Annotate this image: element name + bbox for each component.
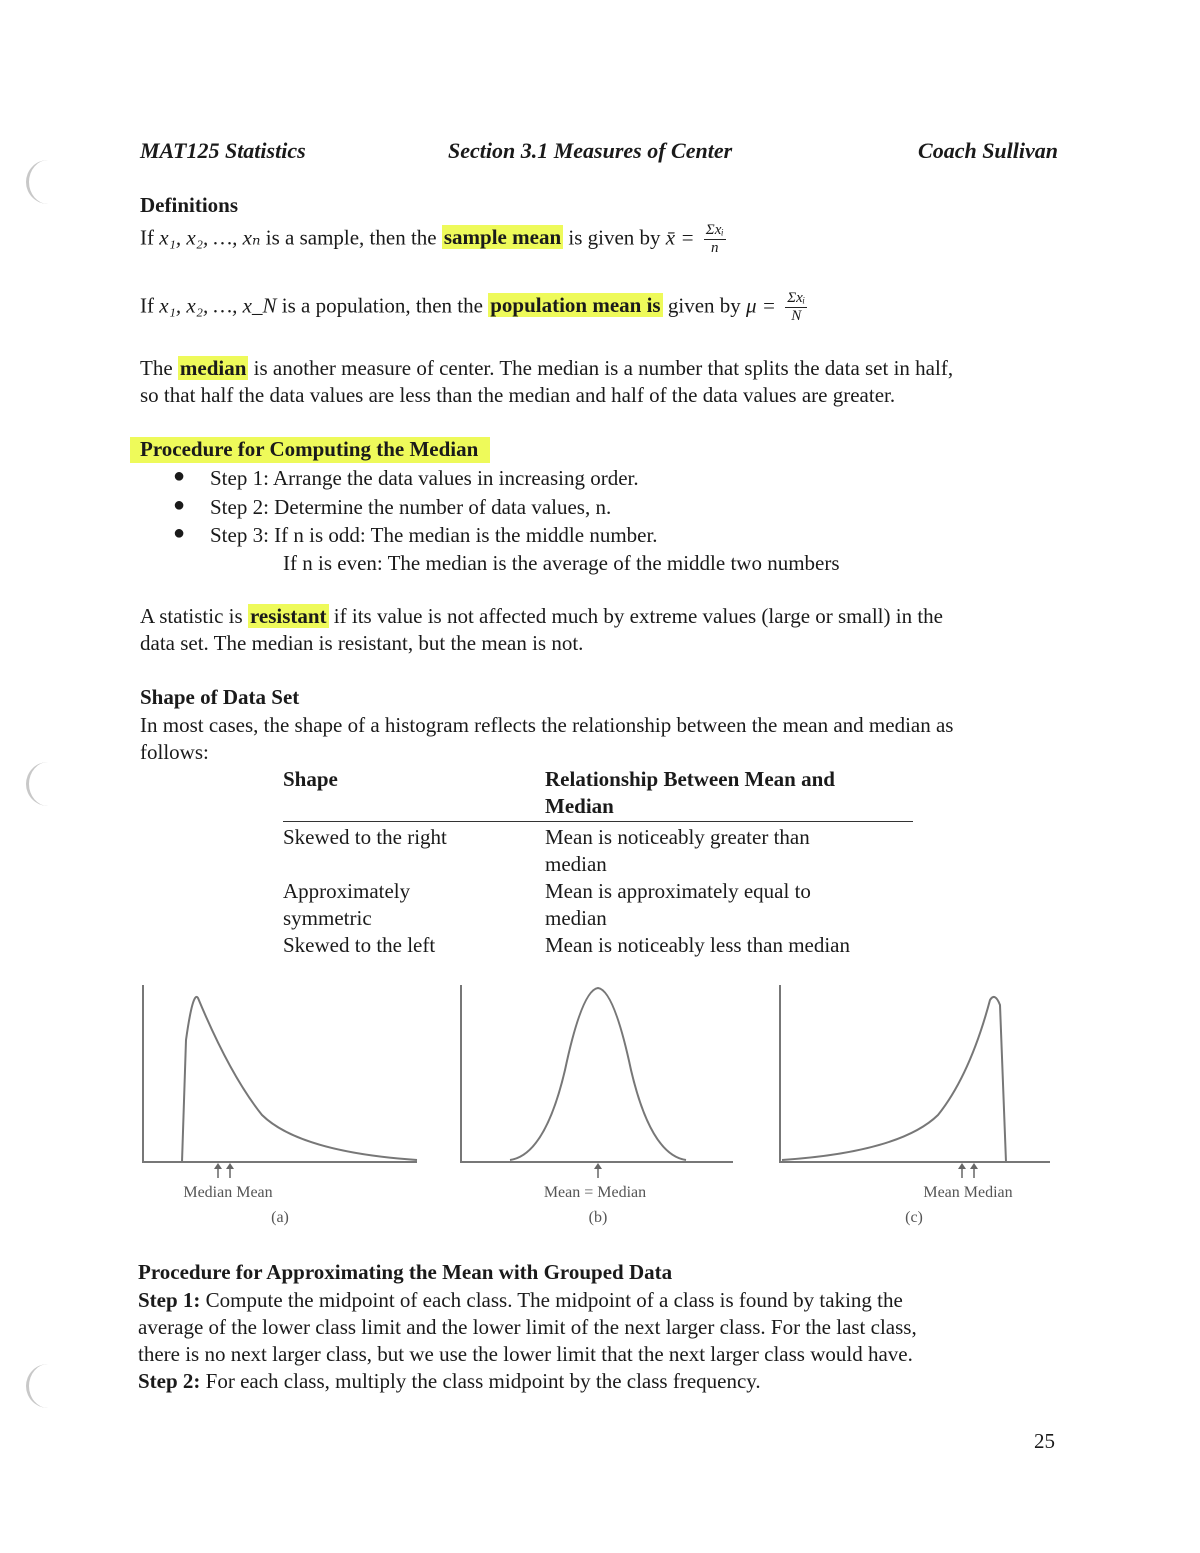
grouped-steps: Step 1: Compute the midpoint of each class. The midpoint of a class is found by taking the average of the lower class limit and the lower limit of the next larger class. For the last class, there is no next larger class, but we use the lower limit that the next larger class would have. Step 2: For each class, multiply the class midpoint by the class frequency. [138, 1288, 917, 1393]
figure-c-curve [782, 997, 1006, 1162]
population-mean-fraction: $\frac{\text{Σxᵢ}}{N}$ [787, 290, 806, 324]
figure-b-caption: (b) [588, 1209, 608, 1226]
bullet-icon: ● [173, 522, 186, 544]
header-section: Section 3.1 Measures of Center [448, 138, 733, 163]
table-row: Skewed to the left Mean is noticeably less than median [283, 933, 851, 957]
population-mean-symbol: μ = [746, 293, 776, 318]
shape-section-intro: In most cases, the shape of a histogram reflects the relationship between the mean and median as follows: [140, 713, 954, 764]
definitions-title: Definitions [140, 193, 239, 217]
binder-hole-middle [26, 762, 63, 806]
bullet-icon: ● [173, 494, 186, 516]
median-term: median [179, 356, 247, 380]
population-mean-definition: If x₁, x₂, …, x_N is a population, then the population mean is given by μ = $\frac{\text{Σxᵢ}}{N}$ [140, 290, 806, 324]
median-step-3-even: If n is even: The median is the average of the middle two numbers [283, 551, 840, 575]
table-header-row [283, 766, 913, 822]
figure-a-label: Median Mean [183, 1184, 273, 1201]
median-step-2: Step 2: Determine the number of data values, n. [210, 495, 612, 519]
population-variables: x₁, x₂, …, x_N [159, 293, 277, 318]
shape-relationship-table [283, 766, 913, 959]
figure-a-caption: (a) [271, 1209, 289, 1226]
sample-variables: x₁, x₂, …, xₙ [159, 225, 261, 250]
distribution-figures [0, 980, 1200, 1180]
median-definition: The median is another measure of center. The median is a number that splits the data set in half, so that half the data values are less than the median and half of the data values are greater. [140, 356, 954, 407]
figure-b-curve [510, 988, 686, 1160]
figure-a-curve [182, 997, 417, 1162]
grouped-title: Procedure for Approximating the Mean with Grouped Data [138, 1260, 673, 1284]
figure-c-label: Mean Median [923, 1184, 1013, 1201]
bullet-icon: ● [173, 465, 186, 487]
resistant-definition: A statistic is resistant if its value is not affected much by extreme values (large or small) in the data set. The median is resistant, but the mean is not. [140, 604, 943, 655]
procedure-median-title: Procedure for Computing the Median [130, 436, 490, 463]
population-mean-term: population mean is [490, 293, 661, 318]
grouped-step2-label: Step 2: [138, 1369, 201, 1393]
sample-mean-fraction: $\frac{\text{Σxᵢ}}{n}$ [705, 222, 724, 256]
table-row: Skewed to the right Mean is noticeably greater than median [283, 825, 810, 876]
figure-c-caption: (c) [905, 1209, 923, 1226]
table-header-relationship: Relationship Between Mean and Median [545, 766, 913, 822]
table-row: Approximately symmetric Mean is approximately equal to median [283, 879, 811, 930]
page-number: 25 [1034, 1429, 1055, 1453]
sample-mean-term: sample mean [443, 225, 562, 250]
binder-hole-bottom [26, 1364, 63, 1408]
resistant-term: resistant [249, 604, 327, 628]
figure-c-axes [780, 985, 1050, 1162]
table-header-shape: Shape [283, 766, 545, 822]
sample-mean-symbol: x̄ = [665, 225, 695, 250]
grouped-step1-label: Step 1: [138, 1288, 201, 1312]
shape-section-title: Shape of Data Set [140, 685, 300, 709]
sample-mean-definition: If x₁, x₂, …, xₙ is a sample, then the sample mean is given by x̄ = $\frac{\text{Σxᵢ}}{n}$ [140, 222, 724, 256]
median-step-1: Step 1: Arrange the data values in increasing order. [210, 466, 639, 490]
figure-b-label: Mean = Median [543, 1184, 647, 1201]
figure-b-axes [461, 985, 733, 1162]
header-instructor: Coach Sullivan [918, 138, 1058, 163]
header-course: MAT125 Statistics [140, 138, 306, 163]
median-step-3: Step 3: If n is odd: The median is the middle number. [210, 523, 658, 547]
binder-hole-top [26, 160, 63, 204]
